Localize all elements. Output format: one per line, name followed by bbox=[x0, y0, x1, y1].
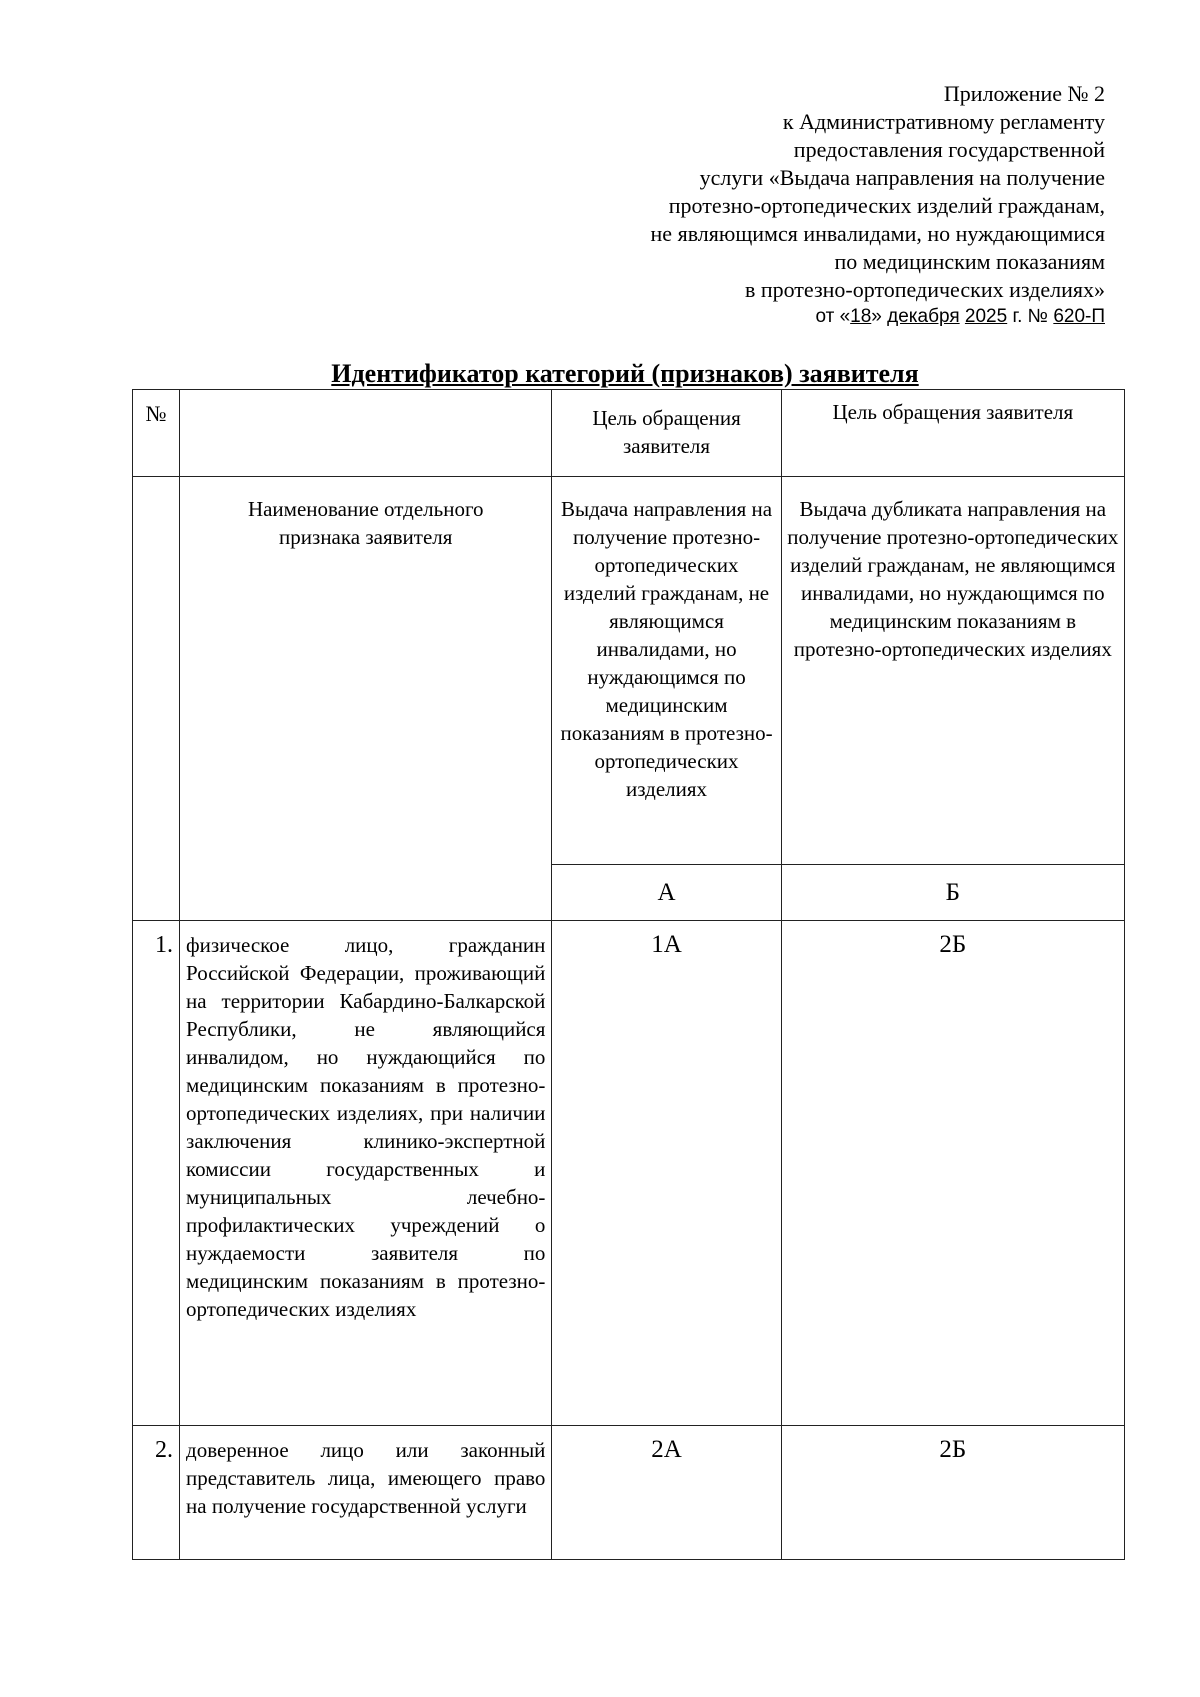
date-day: 18 bbox=[850, 306, 872, 327]
name-header-text: Наименование отдельного признака заявителя bbox=[247, 497, 484, 549]
appendix-header bbox=[465, 80, 1105, 330]
header-line: по медицинским показаниям bbox=[834, 249, 1105, 274]
table-header-row bbox=[133, 390, 1125, 477]
date-mid: » bbox=[871, 306, 888, 327]
decree-number: 620-П bbox=[1053, 306, 1105, 327]
header-line: протезно-ортопедических изделий гражданам, bbox=[668, 193, 1105, 218]
letter-a: А bbox=[552, 865, 781, 921]
purpose-a-description: Выдача направления на получение протезно-ортопедических изделий гражданам, не являющимся инвалидами, но нуждающимся по медицинским показаниям в протезно-ортопедических изделиях bbox=[552, 477, 781, 865]
header-line: предоставления государственной bbox=[793, 137, 1105, 162]
purpose-header-b: Цель обращения заявителя bbox=[781, 390, 1124, 477]
date-prefix: от « bbox=[815, 306, 851, 327]
header-line: к Административному регламенту bbox=[782, 109, 1105, 134]
code-b: 2Б bbox=[781, 1426, 1124, 1560]
name-header bbox=[180, 477, 552, 921]
header-line: услуги «Выдача направления на получение bbox=[699, 165, 1105, 190]
purpose-header-a: Цель обращения заявителя bbox=[552, 390, 781, 477]
header-line: не являющимся инвалидами, но нуждающимися bbox=[650, 221, 1105, 246]
header-line: в протезно-ортопедических изделиях» bbox=[744, 277, 1105, 302]
table-row bbox=[133, 921, 1125, 1426]
row-number: 2. bbox=[133, 1426, 180, 1560]
letter-b: Б bbox=[781, 865, 1124, 921]
code-a: 1А bbox=[552, 921, 781, 1426]
purpose-b-description: Выдача дубликата направления на получение протезно-ортопедических изделий гражданам, не являющимся инвалидами, но нуждающимся по медицинским показаниям в протезно-ортопедических изделиях bbox=[781, 477, 1124, 865]
decree-date-line bbox=[465, 304, 1105, 330]
code-b: 2Б bbox=[781, 921, 1124, 1426]
date-year: 2025 bbox=[964, 306, 1008, 327]
row-number: 1. bbox=[133, 921, 180, 1426]
row-description: доверенное лицо или законный представитель лица, имеющего право на получение государственной услуги bbox=[180, 1426, 552, 1560]
date-month: декабря bbox=[887, 306, 960, 327]
table-row bbox=[133, 1426, 1125, 1560]
num-header: № bbox=[133, 390, 180, 477]
code-a: 2А bbox=[552, 1426, 781, 1560]
header-line: Приложение № 2 bbox=[943, 81, 1105, 106]
date-suffix: г. № bbox=[1007, 306, 1054, 327]
applicant-category-table bbox=[132, 389, 1125, 1560]
empty-header-cell bbox=[180, 390, 552, 477]
table-subheader-row bbox=[133, 477, 1125, 865]
empty-num-cell bbox=[133, 477, 180, 921]
document-title: Идентификатор категорий (признаков) заявителя bbox=[331, 359, 919, 388]
row-description: физическое лицо, гражданин Российской Федерации, проживающий на территории Кабардино-Балкарской Республики, не являющийся инвалидом, но нуждающийся по медицинским показаниям в протезно-ортопедических изделиях, при наличии заключения клинико-экспертной комиссии государственных и муниципальных лечебно-профилактических учреждений о нуждаемости заявителя по медицинским показаниям в протезно-ортопедических изделиях bbox=[180, 921, 552, 1426]
